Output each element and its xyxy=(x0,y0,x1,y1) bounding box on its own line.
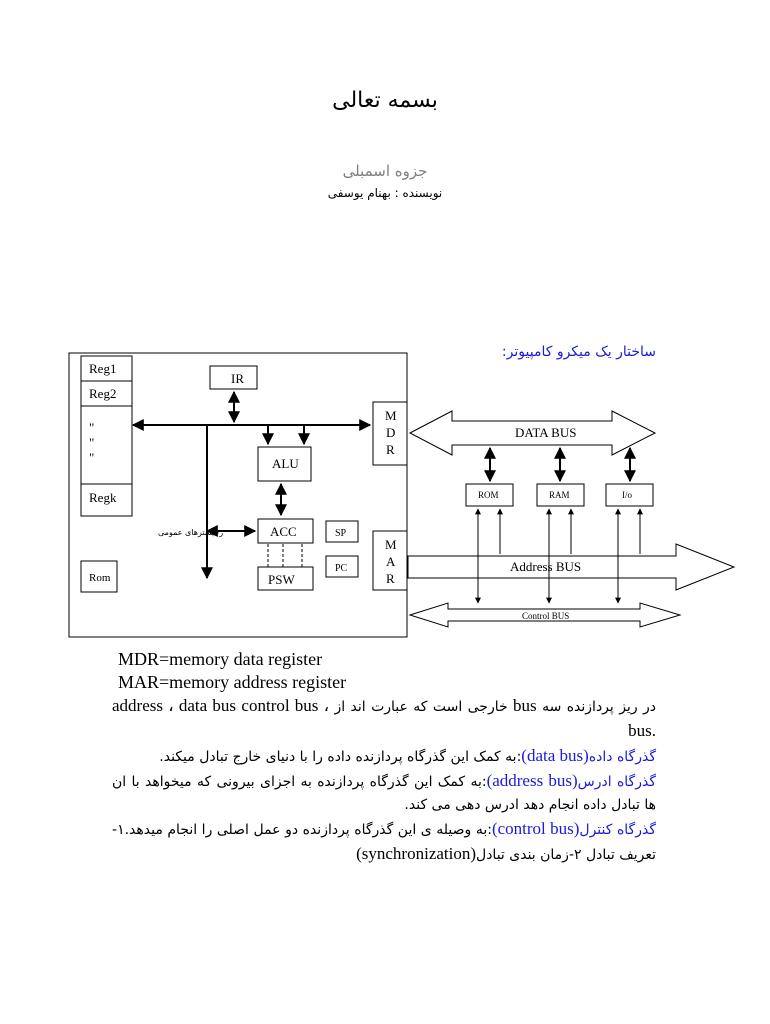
rom-label: Rom xyxy=(89,572,111,584)
diagram-caption: ساختار یک میکرو کامپیوتر: xyxy=(501,344,656,360)
registers-caption: رجیسترهای عمومی xyxy=(158,528,224,537)
register-file xyxy=(81,356,132,516)
paragraph-control-bus: گذرگاه کنترل(control bus):به وصیله ی این گذرگاه پردازنده دو عمل اصلی را انجام میدهد.۱- تعریف تبادل ۲-زمان بندی تبادل(synchronization) xyxy=(112,819,656,863)
sp-label: SP xyxy=(335,528,347,539)
document-title: بسمه تعالی xyxy=(332,88,438,113)
mar-letter-r: R xyxy=(386,571,395,586)
mdr-letter-m: M xyxy=(385,408,397,423)
paragraph-address-bus: گذرگاه ادرس(address bus):به کمک این گذرگاه پردازنده به اجزای بیرونی که میخواهد با ان ها تبادل داده انجام دهد ادرس دهی می کند. xyxy=(112,771,656,813)
definition-mar: MAR=memory address register xyxy=(118,672,347,692)
control-bus-label: Control BUS xyxy=(522,611,570,621)
mar-letter-m: M xyxy=(385,537,397,552)
paragraph-buses: در ریز پردازنده سه bus خارجی است که عبارت اند از address ، data bus control bus ، bus. xyxy=(112,696,656,740)
register-ditto-2: " xyxy=(89,435,95,450)
pc-label: PC xyxy=(335,563,348,574)
mdr-letter-r: R xyxy=(386,442,395,457)
acc-label: ACC xyxy=(270,524,297,539)
register-ditto-3: " xyxy=(89,450,95,465)
register-reg2: Reg2 xyxy=(89,386,117,401)
data-bus-label: DATA BUS xyxy=(515,425,577,440)
paragraph-data-bus: گذرگاه داده(data bus):به کمک این گذرگاه پردازنده داده را با دنیای خارج تبادل میکند. xyxy=(159,746,656,765)
device-ram-label: RAM xyxy=(549,490,570,500)
cpu-boundary xyxy=(69,353,407,637)
device-io-label: I/o xyxy=(622,490,632,500)
alu-label: ALU xyxy=(272,456,299,471)
register-ditto-1: " xyxy=(89,420,95,435)
address-bus-label: Address BUS xyxy=(510,559,582,574)
register-reg1: Reg1 xyxy=(89,361,117,376)
psw-label: PSW xyxy=(268,572,295,587)
definition-mdr: MDR=memory data register xyxy=(118,649,323,669)
document-subtitle: جزوه اسمبلی xyxy=(342,162,428,180)
body-text xyxy=(112,694,656,867)
register-regk: Regk xyxy=(89,490,117,505)
device-rom-label: ROM xyxy=(478,490,499,500)
ir-label: IR xyxy=(231,371,244,386)
mdr-letter-d: D xyxy=(386,425,396,440)
mar-letter-a: A xyxy=(386,554,396,569)
register-definitions xyxy=(118,648,346,694)
author-line: نویسنده : بهنام یوسفی xyxy=(327,186,443,200)
